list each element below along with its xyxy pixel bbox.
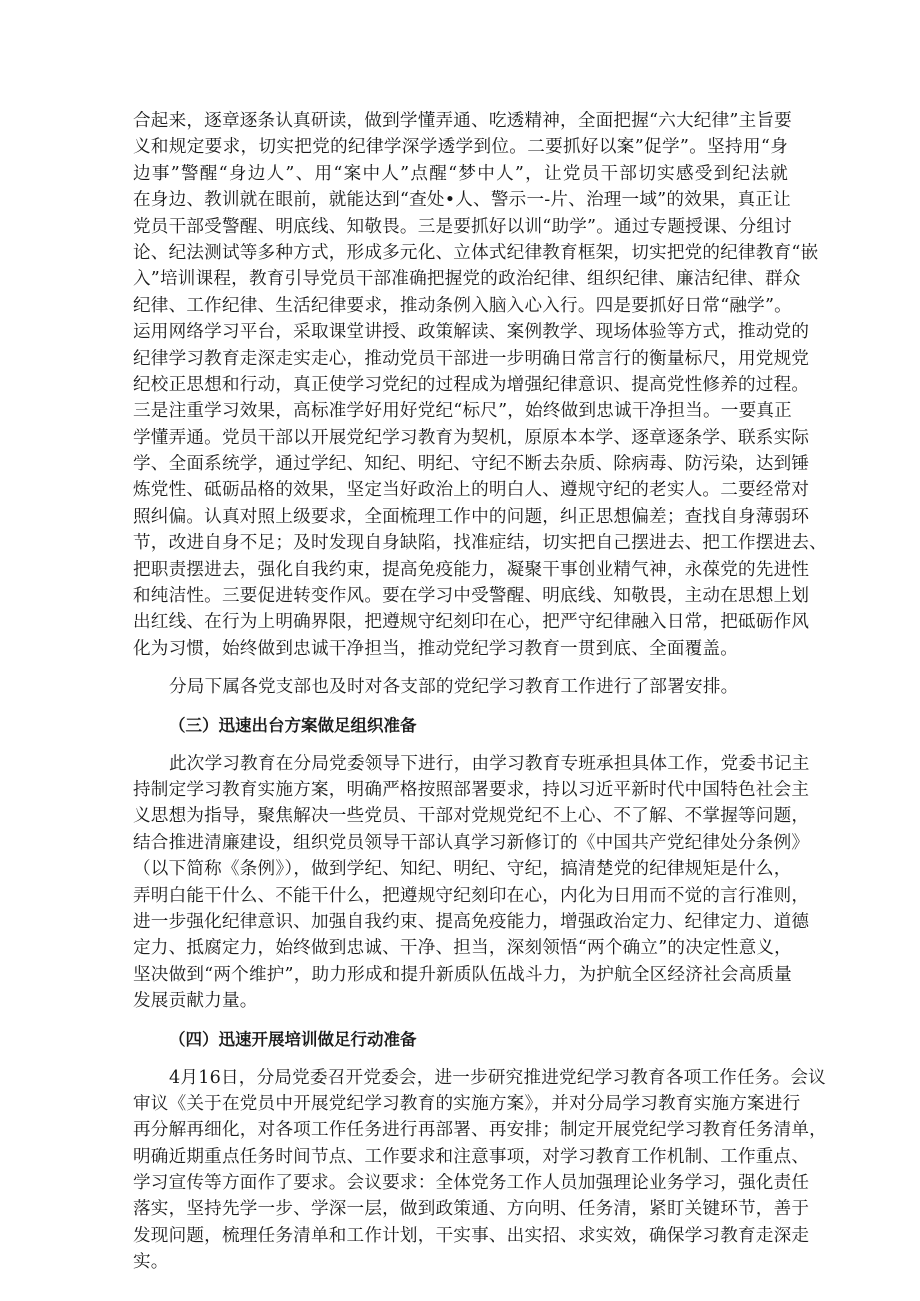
text-line: 在身边、教训就在眼前，就能达到“查处•人、警示一-片、治理一域”的效果，真正让: [133, 190, 791, 211]
text-line: 纪律、工作纪律、生活纪律要求，推动条例入脑入心入行。四是要抓好日常“融学”。: [133, 295, 792, 316]
text-line: 合起来，逐章逐条认真研读，做到学懂弄通、吃透精神，全面把握“六大纪律”主旨要: [133, 111, 792, 131]
text-line: 义思想为指导，聚焦解决一些党员、干部对党规党纪不上心、不了解、不掌握等问题，: [133, 806, 810, 827]
text-line: 把职责摆进去，强化自我约束，提高免疫能力，凝聚干事创业精气神，永葆党的先进性: [133, 559, 810, 580]
paragraph-organizational-preparation: [133, 751, 810, 1015]
text-line: 发展贡献力量。: [133, 991, 258, 1012]
text-line: 党员干部受警醒、明底线、知敬畏。三是要抓好以训“助学”。通过专题授课、分组讨: [133, 216, 792, 237]
text-line: 学习宣传等方面作了要求。会议要求：全体党务工作人员加强理论业务学习，强化责任: [133, 1173, 810, 1194]
text-line: 结合推进清廉建设，组织党员领导干部认真学习新修订的《中国共产党纪律处分条例》: [133, 832, 810, 853]
text-line: 坚决做到“两个维护”，助力形成和提升新质队伍战斗力，为护航全区经济社会高质量: [133, 964, 792, 985]
text-line: 化为习惯，始终做到忠诚干净担当，推动党纪学习教育一贯到底、全面覆盖。: [133, 638, 738, 659]
paragraph-training-preparation: [133, 1065, 827, 1276]
text-line: 和纯洁性。三要促进转变作风。要在学习中受警醒、明底线、知敬畏，主动在思想上划: [133, 586, 810, 607]
text-line: 弄明白能干什么、不能干什么，把遵规守纪刻印在心，内化为日用而不觉的言行准则，: [133, 885, 810, 906]
text-line: 学懂弄通。党员干部以开展党纪学习教育为契机，原原本本学、逐章逐条学、联系实际: [133, 427, 810, 448]
text-line: 论、纪法测试等多种方式，形成多元化、立体式纪律教育框架，切实把党的纪律教育“嵌: [133, 242, 819, 263]
text-line: 学、全面系统学，通过学纪、知纪、明纪、守纪不断去杂质、除病毒、防污染，达到锤: [133, 454, 810, 475]
section-heading-3: （三）迅速出台方案做足组织准备: [169, 715, 417, 735]
text-line: 炼党性、砥砺品格的效果，坚定当好政治上的明白人、遵规守纪的老实人。二要经常对: [133, 480, 810, 501]
text-line: 再分解再细化，对各项工作任务进行再部署、再安排；制定开展党纪学习教育任务清单，: [133, 1120, 827, 1141]
text-line: 节，改进自身不足；及时发现自身缺陷，找准症结，切实把自己摆进去、把工作摆进去、: [133, 533, 827, 554]
text-line: 持制定学习教育实施方案，明确严格按照部署要求，持以习近平新时代中国特色社会主: [133, 779, 810, 800]
paragraph-branch-arrangement: [133, 674, 788, 700]
text-line: 定力、抵腐定力，始终做到忠诚、干净、担当，深刻领悟“两个确立”的决定性意义，: [133, 938, 792, 959]
text-line: 照纠偏。认真对照上级要求，全面梳理工作中的问题，纠正思想偏差；查找自身薄弱环: [133, 506, 810, 527]
paragraph-discipline-study-methods: [133, 108, 827, 662]
text-line: 三是注重学习效果，高标准学好用好党纪“标尺”，始终做到忠诚干净担当。一要真正: [133, 401, 792, 422]
text-line: 落实，坚持先学一步、学深一层，做到政策通、方向明、任务清，紧盯关键环节，善于: [133, 1199, 810, 1220]
text-line: 发现问题，梳理任务清单和工作计划，干实事、出实招、求实效，确保学习教育走深走: [133, 1225, 810, 1246]
text-line: 审议《关于在党员中开展党纪学习教育的实施方案》，并对分局学习教育实施方案进行: [133, 1093, 801, 1114]
text-line: 入”培训课程，教育引导党员干部准确把握党的政治纪律、组织纪律、廉洁纪律、群众: [133, 269, 801, 290]
text-line: 进一步强化纪律意识、加强自我约束、提高免疫能力，增强政治定力、纪律定力、道德: [133, 911, 810, 932]
text-line: 运用网络学习平台，采取课堂讲授、政策解读、案例教学、现场体验等方式，推动党的: [133, 322, 810, 343]
document-page: [133, 108, 827, 1276]
text-line: 边事”警醒“身边人”、用“案中人”点醒“梦中人”，让党员干部切实感受到纪法就: [133, 163, 788, 184]
section-heading-4: （四）迅速开展培训做足行动准备: [169, 1029, 417, 1049]
text-line: 义和规定要求，切实把党的纪律学深学透学到位。二要抓好以案”促学”。坚持用“身: [133, 137, 788, 158]
text-line: 纪校正思想和行动，真正使学习党纪的过程成为增强纪律意识、提高党性修养的过程。: [133, 374, 810, 395]
text-line: 明确近期重点任务时间节点、工作要求和注意事项，对学习教育工作机制、工作重点、: [133, 1146, 810, 1167]
text-line: 4月16日，分局党委召开党委会，进一步研究推进党纪学习教育各项工作任务。会议: [169, 1067, 826, 1088]
text-line: 此次学习教育在分局党委领导下进行，由学习教育专班承担具体工作，党委书记主: [169, 753, 810, 774]
text-line: 实。: [133, 1252, 169, 1273]
text-line: 纪律学习教育走深走实走心，推动党员干部进一步明确日常言行的衡量标尺，用党规党: [133, 348, 810, 369]
text-line: 出红线、在行为上明确界限，把遵规守纪刻印在心，把严守纪律融入日常，把砥砺作风: [133, 612, 810, 633]
text-line: （以下简称《条例》），做到学纪、知纪、明纪、守纪，搞清楚党的纪律规矩是什么，: [133, 859, 792, 880]
text-line: 分局下属各党支部也及时对各支部的党纪学习教育工作进行了部署安排。: [169, 677, 739, 698]
